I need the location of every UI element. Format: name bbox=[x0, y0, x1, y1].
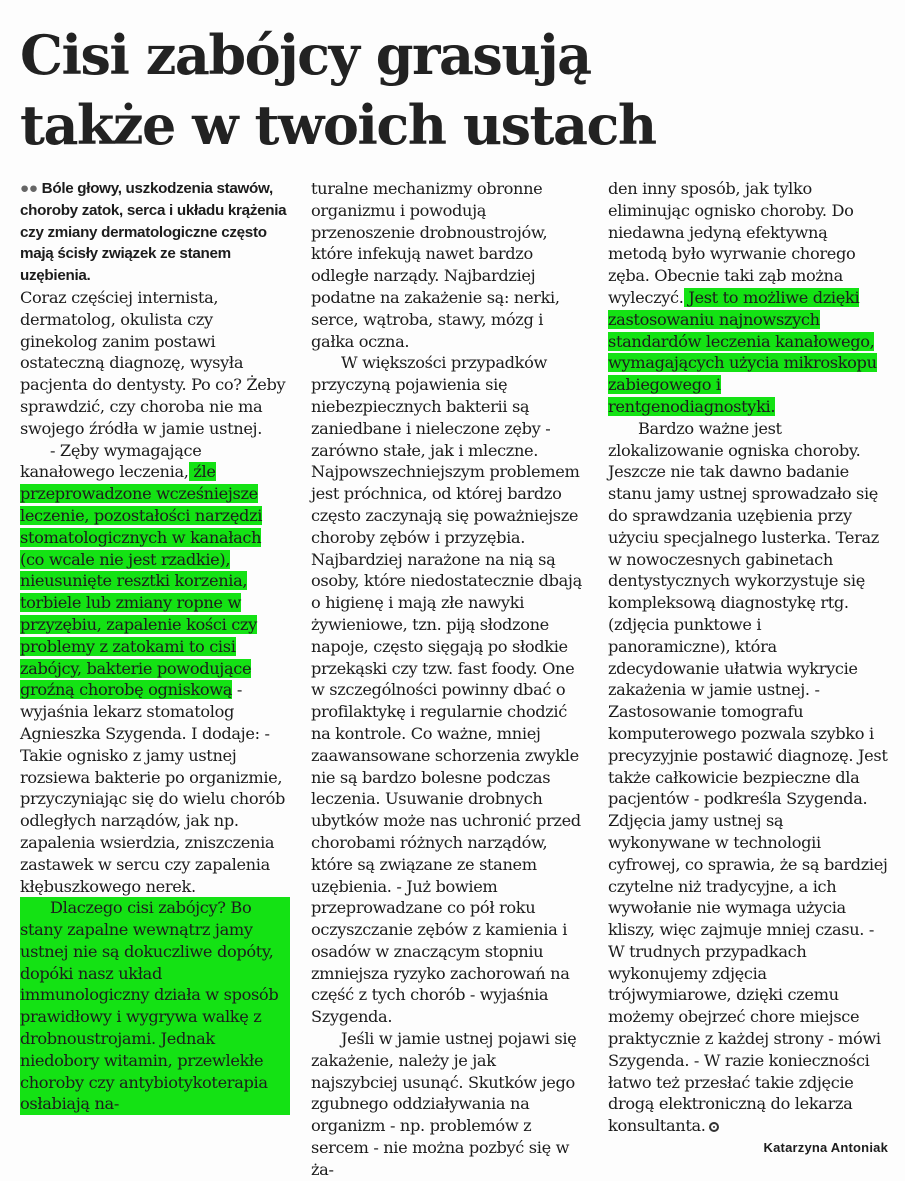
highlighted-passage: Jest to możliwe dzięki zastosowaniu najnowszych standardów leczenia kanałowego, wymagających użycia mikroskopu zabiegowego i rentgenodiagnostyki. bbox=[608, 287, 877, 416]
lead-text: Bóle głowy, uszkodzenia stawów, choroby zatok, serca i układu krążenia czy zmiany dermatologiczne często mają ścisły związek ze stanem uzębienia. bbox=[20, 180, 287, 285]
highlighted-passage: źle przeprowadzone wcześniejsze leczenie, pozostałości narzędzi stomatologicznych w kanałach (co wcale nie jest rzadkie), nieusunięte resztki korzenia, torbiele lub zmiany ropne w przyzębiu, zapalenie kości czy problemy z zatokami to cisi zabójcy, bakterie powodujące groźną chorobę ogniskową bbox=[20, 462, 263, 700]
body-paragraph bbox=[608, 418, 888, 1137]
column-3 bbox=[608, 178, 888, 1158]
column-1 bbox=[20, 178, 290, 1115]
lead-paragraph bbox=[20, 178, 290, 287]
headline-line-1: Cisi zabójcy grasują bbox=[20, 23, 591, 87]
column-2 bbox=[311, 178, 586, 1181]
body-text: den inny sposób, jak tylko eliminując ognisko choroby. Do niedawna jedyną efektywną metodą było wyrwanie chorego zęba. Obecnie taki ząb można wyleczyć. bbox=[608, 179, 856, 307]
body-paragraph: W większości przypadków przyczyną pojawienia się niebezpiecznych bakterii są zaniedbane i nieleczone zęby - zarówno stałe, jak i mleczne. Najpowszechniejszym problemem jest próchnica, od której bardzo często zaczynają się poważniejsze choroby zębów i przyzębia. Najbardziej narażone na nią są osoby, które niedostatecznie dbają o higienę i mają złe nawyki żywieniowe, tzn. piją słodzone napoje, często sięgają po słodkie przekąski czy tzw. fast foody. One w szczególności powinny dbać o profilaktykę i regularnie chodzić na kontrole. Co ważne, mniej zaawansowane schorzenia zwykle nie są bardzo bolesne podczas leczenia. Usuwanie drobnych ubytków może nas uchronić przed chorobami różnych narządów, które są związane ze stanem uzębienia. - Już bowiem przeprowadzane co pół roku oczyszczanie zębów z kamienia i osadów w znaczącym stopniu zmniejsza ryzyko zachorowań na część z tych chorób - wyjaśnia Szygenda. bbox=[311, 353, 582, 1027]
highlighted-paragraph: Dlaczego cisi zabójcy? Bo stany zapalne wewnątrz jamy ustnej nie są dokuczliwe dopóty, dopóki nasz układ immunologiczny działa w sposób prawidłowy i wygrywa walkę z drobnoustrojami. Jednak niedobory witamin, przewlekłe choroby czy antybiotykoterapia osłabiają na- bbox=[20, 897, 290, 1115]
quote-text-continued: - wyjaśnia lekarz stomatolog Agnieszka Szygenda. I dodaje: - Takie ognisko z jamy ustnej rozsiewa bakterie po organizmie, przyczyniając się do wielu chorób odległych narządów, jak np. zapalenia wsierdzia, zniszczenia zastawek w sercu czy zapalenia kłębuszkowego nerek. bbox=[20, 680, 286, 896]
author-byline: Katarzyna Antoniak bbox=[763, 1140, 888, 1156]
bullet-icon: ●● bbox=[20, 180, 38, 197]
body-paragraph-quote bbox=[20, 440, 290, 898]
headline bbox=[20, 20, 880, 160]
body-paragraph: turalne mechanizmy obronne organizmu i powodują przenoszenie drobnoustrojów, które infekują nawet bardzo odległe narządy. Najbardziej podatne na zakażenie są: nerki, serce, wątroba, stawy, mózg i gałka oczna. bbox=[311, 179, 560, 351]
headline-line-2: także w twoich ustach bbox=[20, 93, 656, 157]
body-paragraph bbox=[608, 178, 888, 418]
quote-text: - Zęby wymagające kanałowego leczenia, bbox=[20, 440, 202, 482]
body-text: Bardzo ważne jest zlokalizowanie ogniska choroby. Jeszcze nie tak dawno badanie stanu jamy ustnej sprowadzało się do sprawdzania uzębienia przy użyciu specjalnego lusterka. Teraz w nowoczesnych gabinetach dentystycznych wykorzystuje się kompleksową diagnostykę rtg. (zdjęcia punktowe i panoramiczne), która zdecydowanie ułatwia wykrycie zakażenia w jamie ustnej. - Zastosowanie tomografu komputerowego pozwala szybko i precyzyjnie postawić diagnozę. Jest także całkowicie bezpieczne dla pacjentów - podkreśla Szygenda. Zdjęcia jamy ustnej są wykonywane w technologii cyfrowej, co sprawia, że są bardziej czytelne niż tradycyjne, a ich wywołanie nie wymaga użycia kliszy, więc zajmuje mniej czasu. - W trudnych przypadkach wykonujemy zdjęcia trójwymiarowe, dzięki czemu możemy obejrzeć chore miejsce praktycznie z każdej strony - mówi Szygenda. - W razie konieczności łatwo też przesłać takie zdjęcie drogą elektroniczną do lekarza konsultanta. bbox=[608, 418, 888, 1136]
body-paragraph: Jeśli w jamie ustnej pojawi się zakażenie, należy je jak najszybciej usunąć. Skutków jego zgubnego oddziaływania na organizm - np. problemów z sercem - nie można pozbyć się w ża- bbox=[311, 1029, 577, 1179]
body-paragraph: Coraz częściej internista, dermatolog, okulista czy ginekolog zanim postawi ostateczną diagnozę, wysyła pacjenta do dentysty. Po co? Żeby sprawdzić, czy choroba nie ma swojego źródła w jamie ustnej. bbox=[20, 287, 286, 438]
end-of-article-icon bbox=[709, 1122, 719, 1132]
